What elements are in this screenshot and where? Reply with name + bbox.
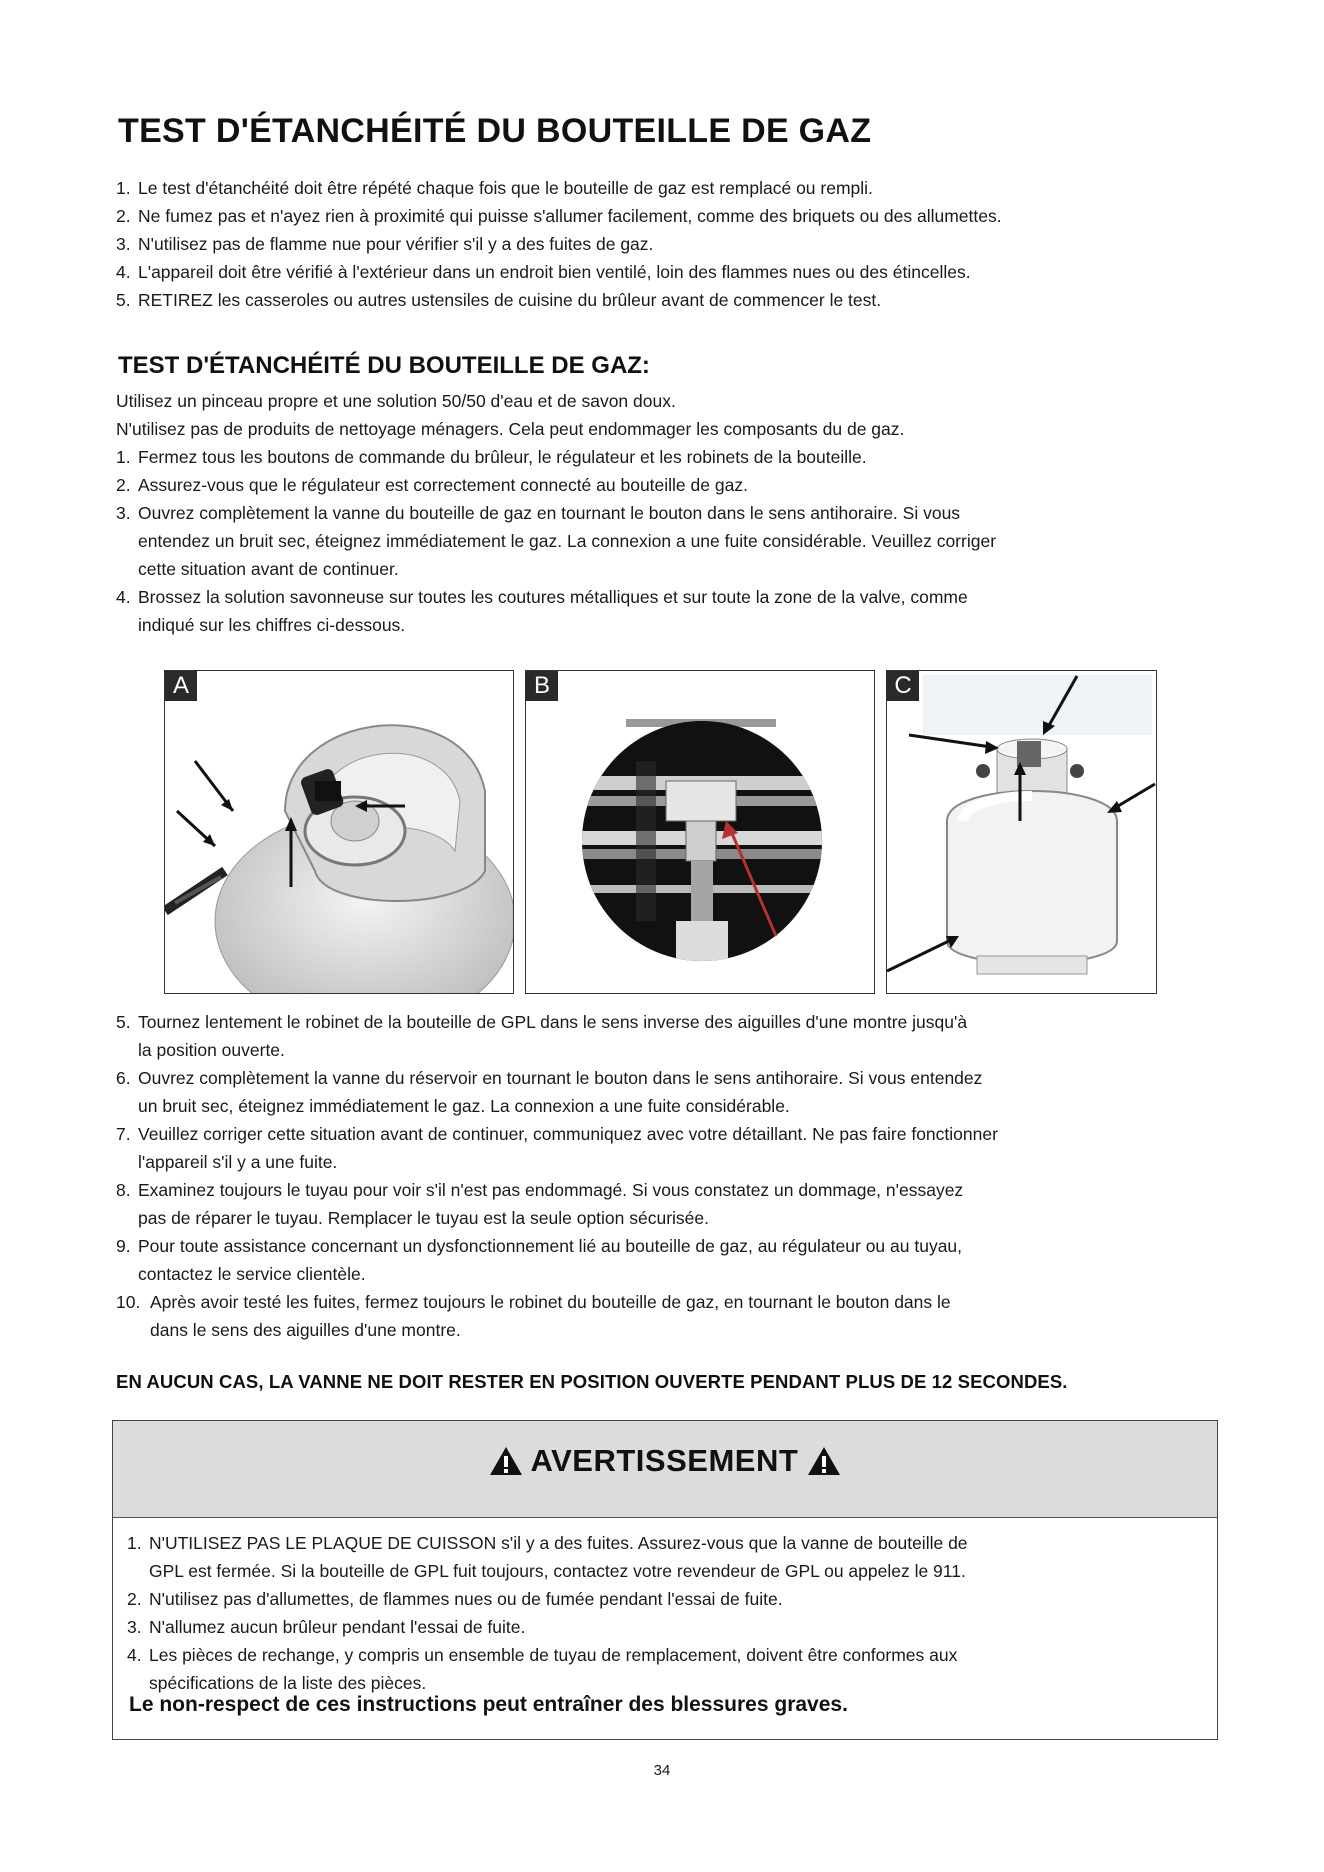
item-number: 2.	[127, 1589, 142, 1609]
item-number: 4.	[116, 587, 131, 607]
section-heading: TEST D'ÉTANCHÉITÉ DU BOUTEILLE DE GAZ:	[118, 352, 650, 379]
item-number: 4.	[127, 1645, 142, 1665]
list-item	[116, 1232, 1246, 1288]
list-item	[116, 471, 1246, 499]
item-number: 7.	[116, 1124, 131, 1144]
list-item	[116, 1064, 1246, 1120]
figure-c-label: C	[887, 671, 919, 701]
gas-cylinder-illustration	[887, 671, 1156, 993]
item-number: 3.	[127, 1617, 142, 1637]
warning-title: AVERTISSEMENT	[530, 1443, 799, 1478]
item-text-line: indiqué sur les chiffres ci-dessous.	[138, 615, 406, 635]
item-number: 2.	[116, 206, 131, 226]
item-text-line: Ne fumez pas et n'ayez rien à proximité qui puisse s'allumer facilement, comme des briquets ou des allumettes.	[138, 206, 1002, 226]
bold-warning: EN AUCUN CAS, LA VANNE NE DOIT RESTER EN POSITION OUVERTE PENDANT PLUS DE 12 SECONDES.	[116, 1371, 1068, 1392]
figure-a	[164, 670, 514, 994]
item-text-line: N'utilisez pas de flamme nue pour vérifier s'il y a des fuites de gaz.	[138, 234, 654, 254]
item-text-line: Tournez lentement le robinet de la bouteille de GPL dans le sens inverse des aiguilles d'une montre jusqu'à	[138, 1012, 968, 1032]
item-text-line: contactez le service clientèle.	[138, 1264, 366, 1284]
list-item	[116, 258, 1246, 286]
item-text-line: Ouvrez complètement la vanne du réservoir en tournant le bouton dans le sens antihoraire. Si vous entendez	[138, 1068, 983, 1088]
item-number: 6.	[116, 1068, 131, 1088]
item-number: 1.	[116, 447, 131, 467]
item-text-line: Examinez toujours le tuyau pour voir s'il n'est pas endommagé. Si vous constatez un dommage, n'essayez	[138, 1180, 964, 1200]
list-item	[116, 1008, 1246, 1064]
item-text-line: N'allumez aucun brûleur pendant l'essai de fuite.	[149, 1617, 526, 1637]
item-number: 1.	[127, 1533, 142, 1553]
intro-paragraph-2: N'utilisez pas de produits de nettoyage ménagers. Cela peut endommager les composants du de gaz.	[116, 419, 905, 439]
page-title: TEST D'ÉTANCHÉITÉ DU BOUTEILLE DE GAZ	[118, 112, 872, 150]
item-number: 5.	[116, 1012, 131, 1032]
warning-header	[113, 1421, 1217, 1518]
item-text-line: spécifications de la liste des pièces.	[149, 1673, 427, 1693]
steps-list-1	[116, 443, 1246, 639]
item-text-line: Après avoir testé les fuites, fermez toujours le robinet du bouteille de gaz, en tournant le bouton dans le	[150, 1292, 951, 1312]
gas-tank-top-illustration	[165, 671, 513, 993]
item-number: 1.	[116, 178, 131, 198]
list-item	[116, 1120, 1246, 1176]
item-number: 2.	[116, 475, 131, 495]
figure-c	[886, 670, 1157, 994]
list-item	[127, 1585, 1207, 1613]
item-number: 3.	[116, 234, 131, 254]
list-item	[116, 202, 1246, 230]
item-text-line: Le test d'étanchéité doit être répété chaque fois que le bouteille de gaz est remplacé ou rempli.	[138, 178, 873, 198]
item-text-line: Les pièces de rechange, y compris un ensemble de tuyau de remplacement, doivent être conformes aux	[149, 1645, 958, 1665]
page-number: 34	[653, 1762, 671, 1779]
intro-paragraph-1: Utilisez un pinceau propre et une solution 50/50 d'eau et de savon doux.	[116, 391, 676, 411]
figure-b-label: B	[526, 671, 558, 701]
item-text-line: pas de réparer le tuyau. Remplacer le tuyau est la seule option sécurisée.	[138, 1208, 710, 1228]
item-number: 10.	[116, 1292, 141, 1312]
item-text-line: l'appareil s'il y a une fuite.	[138, 1152, 338, 1172]
item-text-line: Pour toute assistance concernant un dysfonctionnement lié au bouteille de gaz, au régulateur ou au tuyau,	[138, 1236, 963, 1256]
regulator-closeup-illustration	[526, 671, 874, 993]
item-text-line: N'UTILISEZ PAS LE PLAQUE DE CUISSON s'il y a des fuites. Assurez-vous que la vanne de bouteille de	[149, 1533, 968, 1553]
steps-list-2	[116, 1008, 1246, 1344]
warning-triangle-icon	[807, 1446, 841, 1476]
warning-box	[112, 1420, 1218, 1740]
item-number: 9.	[116, 1236, 131, 1256]
item-text-line: un bruit sec, éteignez immédiatement le gaz. La connexion a une fuite considérable.	[138, 1096, 790, 1116]
figure-a-label: A	[165, 671, 197, 701]
item-text-line: Veuillez corriger cette situation avant de continuer, communiquez avec votre détaillant. Ne pas faire fonctionner	[138, 1124, 998, 1144]
item-number: 8.	[116, 1180, 131, 1200]
warning-triangle-icon	[489, 1446, 523, 1476]
item-text-line: GPL est fermée. Si la bouteille de GPL fuit toujours, contactez votre revendeur de GPL ou appelez le 911.	[149, 1561, 966, 1581]
intro-list	[116, 174, 1246, 314]
warning-list	[127, 1529, 1207, 1697]
item-number: 4.	[116, 262, 131, 282]
list-item	[116, 286, 1246, 314]
item-text-line: cette situation avant de continuer.	[138, 559, 399, 579]
item-text-line: L'appareil doit être vérifié à l'extérieur dans un endroit bien ventilé, loin des flammes nues ou des étincelles.	[138, 262, 971, 282]
list-item	[116, 174, 1246, 202]
item-text-line: dans le sens des aiguilles d'une montre.	[150, 1320, 461, 1340]
list-item	[127, 1613, 1207, 1641]
item-number: 3.	[116, 503, 131, 523]
list-item	[116, 583, 1246, 639]
list-item	[116, 443, 1246, 471]
item-text-line: Ouvrez complètement la vanne du bouteille de gaz en tournant le bouton dans le sens antihoraire. Si vous	[138, 503, 961, 523]
item-text-line: entendez un bruit sec, éteignez immédiatement le gaz. La connexion a une fuite considérable. Veuillez corriger	[138, 531, 997, 551]
item-text-line: N'utilisez pas d'allumettes, de flammes nues ou de fumée pendant l'essai de fuite.	[149, 1589, 783, 1609]
list-item	[116, 1176, 1246, 1232]
item-text-line: la position ouverte.	[138, 1040, 285, 1060]
item-text-line: Assurez-vous que le régulateur est correctement connecté au bouteille de gaz.	[138, 475, 748, 495]
list-item	[127, 1529, 1207, 1585]
list-item	[116, 499, 1246, 583]
figure-b	[525, 670, 875, 994]
list-item	[127, 1641, 1207, 1697]
list-item	[116, 230, 1246, 258]
item-text-line: RETIREZ les casseroles ou autres ustensiles de cuisine du brûleur avant de commencer le test.	[138, 290, 882, 310]
list-item	[116, 1288, 1246, 1344]
item-text-line: Brossez la solution savonneuse sur toutes les coutures métalliques et sur toute la zone de la valve, comme	[138, 587, 968, 607]
warning-final-statement: Le non-respect de ces instructions peut entraîner des blessures graves.	[129, 1693, 848, 1716]
warning-title-row	[113, 1443, 1217, 1479]
item-number: 5.	[116, 290, 131, 310]
item-text-line: Fermez tous les boutons de commande du brûleur, le régulateur et les robinets de la bouteille.	[138, 447, 867, 467]
